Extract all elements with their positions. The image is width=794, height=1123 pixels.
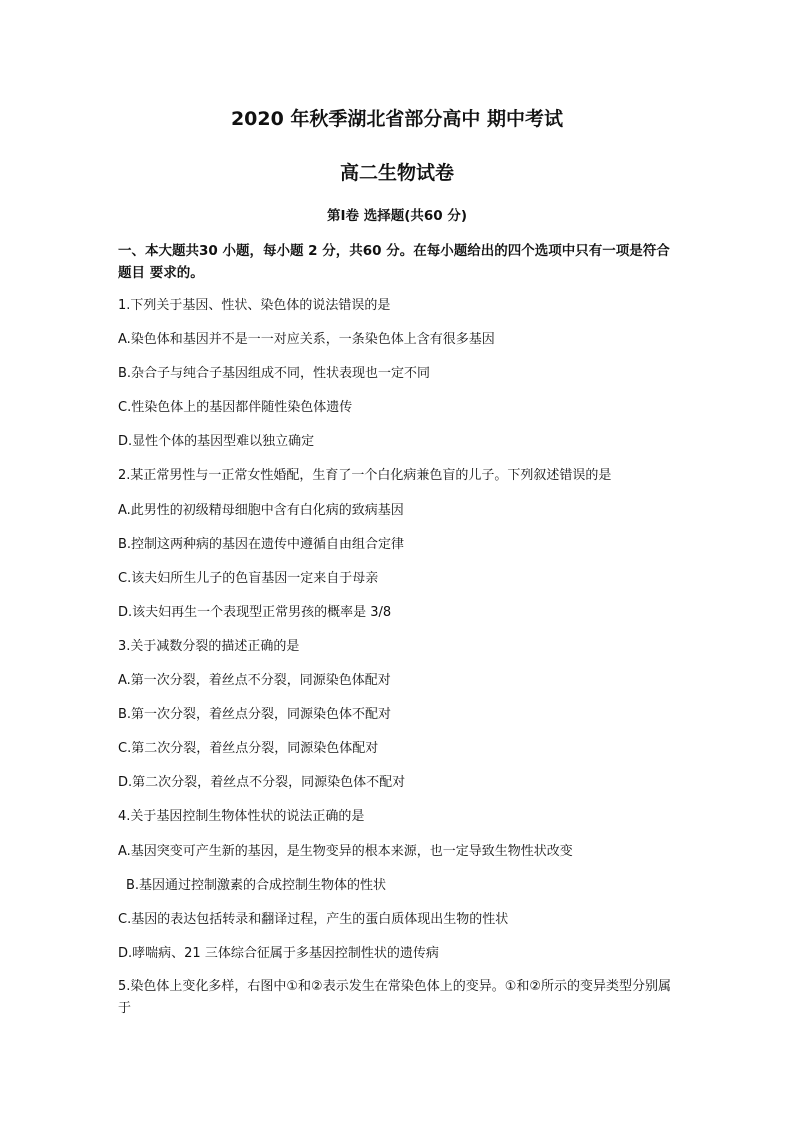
question-stem: 5.染色体上变化多样，右图中①和②表示发生在常染色体上的变异。①和②所示的变异类型分别属于 <box>118 979 672 1016</box>
question-stem: 4.关于基因控制生物体性状的说法正确的是 <box>118 809 365 824</box>
question-stem: 1.下列关于基因、性状、染色体的说法错误的是 <box>118 298 391 313</box>
answer-option: A.染色体和基因并不是一一对应关系，一条染色体上含有很多基因 <box>118 332 495 347</box>
answer-option: B.控制这两种病的基因在遗传中遵循自由组合定律 <box>118 537 405 552</box>
volume-title: 第Ⅰ卷 选择题(共60 分) <box>326 208 468 224</box>
answer-option: A.第一次分裂，着丝点不分裂，同源染色体配对 <box>118 673 391 688</box>
question-stem: 2.某正常男性与一正常女性婚配，生育了一个白化病兼色盲的儿子。下列叙述错误的是 <box>118 468 612 483</box>
answer-option: A.此男性的初级精母细胞中含有白化病的致病基因 <box>118 503 404 518</box>
answer-option: D.显性个体的基因型难以独立确定 <box>118 434 315 449</box>
answer-option: B.基因通过控制激素的合成控制生物体的性状 <box>126 878 387 893</box>
answer-option: C.基因的表达包括转录和翻译过程，产生的蛋白质体现出生物的性状 <box>118 912 509 927</box>
answer-option: D.第二次分裂，着丝点不分裂，同源染色体不配对 <box>118 775 406 790</box>
answer-option: A.基因突变可产生新的基因，是生物变异的根本来源，也一定导致生物性状改变 <box>118 844 573 859</box>
section-instructions: 一、本大题共30 小题，每小题 2 分，共60 分。在每小题给出的四个选项中只有一项是符合题目 要求的。 <box>118 243 670 281</box>
answer-option: C.第二次分裂，着丝点分裂，同源染色体配对 <box>118 741 379 756</box>
question-stem: 3.关于减数分裂的描述正确的是 <box>118 639 300 654</box>
exam-title: 2020 年秋季湖北省部分高中 期中考试 <box>230 108 564 130</box>
answer-option: D.该夫妇再生一个表现型正常男孩的概率是 3/8 <box>118 605 392 620</box>
answer-option: D.哮喘病、21 三体综合征属于多基因控制性状的遗传病 <box>118 946 439 961</box>
answer-option: C.性染色体上的基因都伴随性染色体遗传 <box>118 400 353 415</box>
answer-option: B.杂合子与纯合子基因组成不同，性状表现也一定不同 <box>118 366 431 381</box>
answer-option: B.第一次分裂，着丝点分裂，同源染色体不配对 <box>118 707 392 722</box>
exam-subtitle: 高二生物试卷 <box>339 162 454 184</box>
answer-option: C.该夫妇所生儿子的色盲基因一定来自于母亲 <box>118 571 379 586</box>
